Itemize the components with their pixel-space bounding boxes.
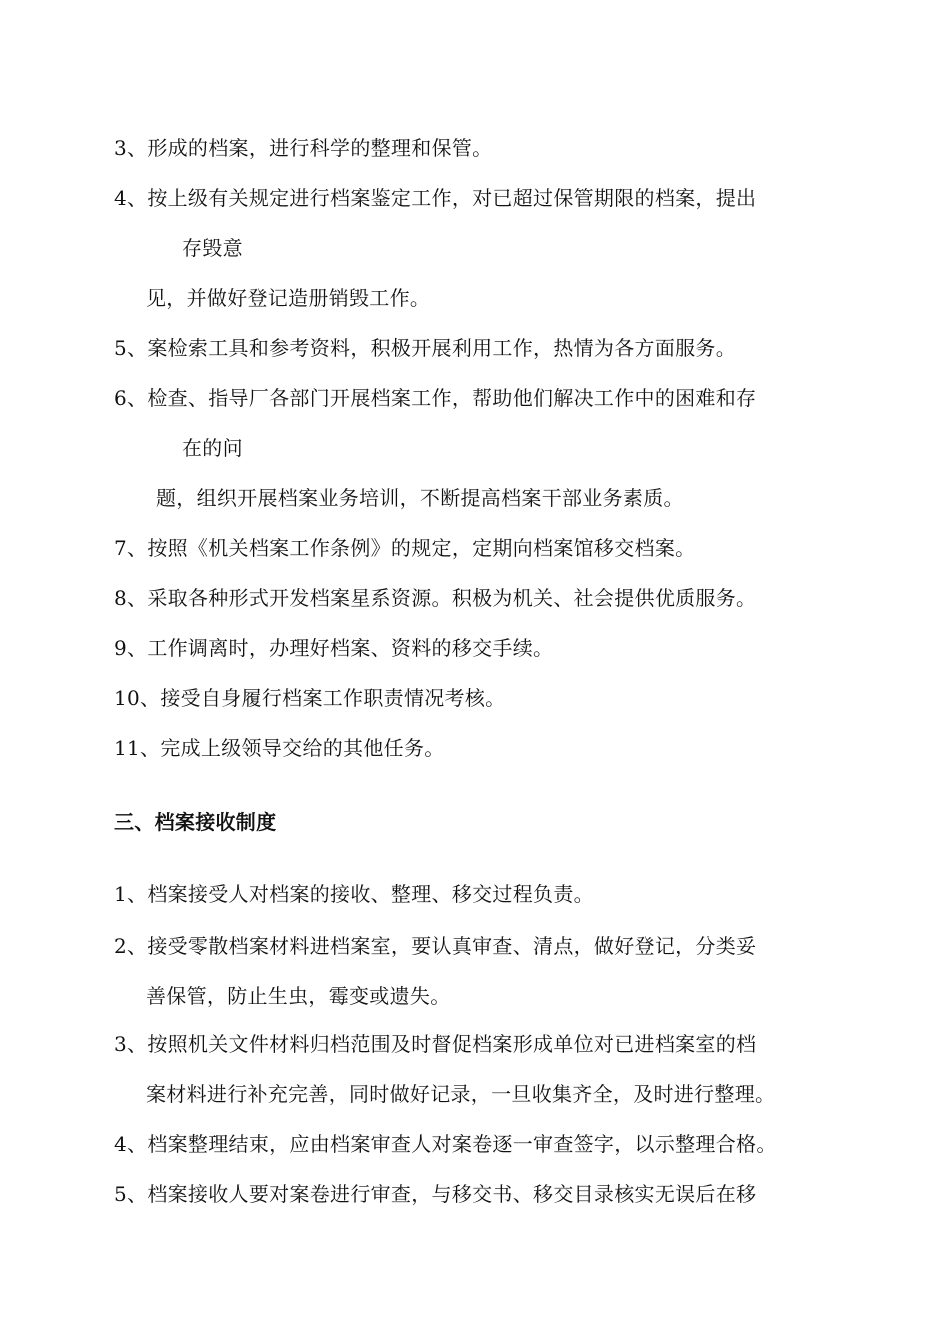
duty-item-5: 5、案检索工具和参考资料，积极开展利用工作，热情为各方面服务。 bbox=[114, 336, 737, 360]
duty-item-10: 10、接受自身履行档案工作职责情况考核。 bbox=[114, 686, 506, 710]
receipt-item-5: 5、档案接收人要对案卷进行审查，与移交书、移交目录核实无误后在移 bbox=[114, 1182, 757, 1206]
duty-item-8: 8、采取各种形式开发档案星系资源。积极为机关、社会提供优质服务。 bbox=[114, 586, 757, 610]
duty-item-9: 9、工作调离时，办理好档案、资料的移交手续。 bbox=[114, 636, 554, 660]
receipt-item-1: 1、档案接受人对档案的接收、整理、移交过程负责。 bbox=[114, 882, 594, 906]
duty-item-7: 7、按照《机关档案工作条例》的规定，定期向档案馆移交档案。 bbox=[114, 536, 696, 560]
section-heading: 三、档案接收制度 bbox=[114, 810, 277, 834]
receipt-item-3: 3、按照机关文件材料归档范围及时督促档案形成单位对已进档案室的档 bbox=[114, 1032, 757, 1056]
receipt-item-2: 2、接受零散档案材料进档案室，要认真审查、清点，做好登记，分类妥 bbox=[114, 934, 757, 958]
duty-item-4: 4、按上级有关规定进行档案鉴定工作，对已超过保管期限的档案，提出 bbox=[114, 186, 757, 210]
receipt-item-3-wrap: 案材料进行补充完善，同时做好记录，一旦收集齐全，及时进行整理。 bbox=[146, 1082, 776, 1106]
duty-item-6-wrap-a: 在的问 bbox=[182, 436, 243, 460]
receipt-item-2-wrap: 善保管，防止生虫，霉变或遗失。 bbox=[146, 984, 451, 1008]
duty-item-6-wrap-b: 题，组织开展档案业务培训，不断提高档案干部业务素质。 bbox=[156, 486, 684, 510]
receipt-item-4: 4、档案整理结束，应由档案审查人对案卷逐一审查签字，以示整理合格。 bbox=[114, 1132, 777, 1156]
duty-item-4-wrap-b: 见，并做好登记造册销毁工作。 bbox=[146, 286, 431, 310]
duty-item-6: 6、检查、指导厂各部门开展档案工作，帮助他们解决工作中的困难和存 bbox=[114, 386, 757, 410]
duty-item-3: 3、形成的档案，进行科学的整理和保管。 bbox=[114, 136, 493, 160]
duty-item-4-wrap-a: 存毁意 bbox=[182, 236, 243, 260]
duty-item-11: 11、完成上级领导交给的其他任务。 bbox=[114, 736, 445, 760]
